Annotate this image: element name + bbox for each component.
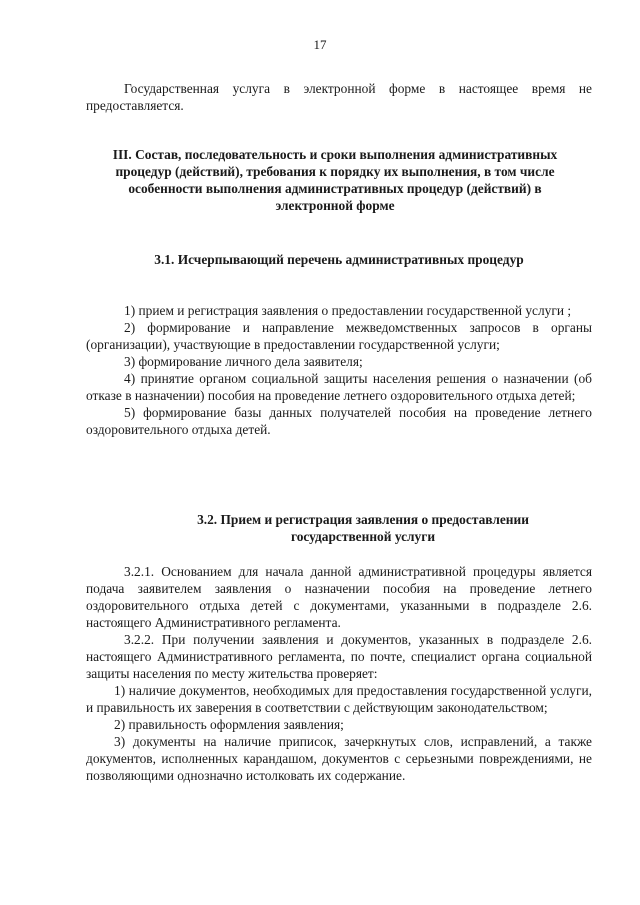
paragraph-3-2-1: 3.2.1. Основанием для начала данной административной процедуры является подача заявителем заявления о назначении пособия на проведение летнего оздоровительного отдыха детей с документами, указанными в подразделе 2.6. настоящего Административного регламента. <box>86 564 592 630</box>
section3-title: III. Состав, последовательность и сроки выполнения административных процедур (действий), требования к порядку их выполнения, в том числе особенности выполнения административных процедур (действий) в электронной форме <box>112 147 558 213</box>
list-item: 4) принятие органом социальной защиты населения решения о назначении (об отказе в назначении) пособия на проведение летнего оздоровительного отдыха детей; <box>86 371 592 403</box>
list-item: 1) наличие документов, необходимых для предоставления государственной услуги, и правильность их заверения в соответствии с действующим законодательством; <box>86 683 592 715</box>
s32-title: 3.2. Прием и регистрация заявления о предоставлении государственной услуги <box>197 512 529 544</box>
intro-text: Государственная услуга в электронной форме в настоящее время не предоставляется. <box>86 81 592 113</box>
list-item: 5) формирование базы данных получателей пособия на проведение летнего оздоровительного отдыха детей. <box>86 405 592 437</box>
s31-list <box>86 302 592 438</box>
list-item: 2) формирование и направление межведомственных запросов в органы (организации), участвующие в предоставлении государственной услуги; <box>86 320 592 352</box>
s32-body <box>86 563 592 784</box>
list-item: 3) формирование личного дела заявителя; <box>124 354 363 369</box>
section3-heading <box>110 146 560 214</box>
list-item: 2) правильность оформления заявления; <box>114 717 344 732</box>
s32-heading <box>160 511 566 545</box>
list-item: 3) документы на наличие приписок, зачеркнутых слов, исправлений, а также документов, исполненных карандашом, документов с серьезными повреждениями, не позволяющими однозначно истолковать их содержание. <box>86 734 592 783</box>
s31-heading <box>86 251 592 268</box>
intro-paragraph <box>86 80 592 114</box>
paragraph-3-2-2: 3.2.2. При получении заявления и документов, указанных в подразделе 2.6. настоящего Административного регламента, по почте, специалист органа социальной защиты населения по месту жительства проверяет: <box>86 632 592 681</box>
list-item: 1) прием и регистрация заявления о предоставлении государственной услуги ; <box>124 303 572 318</box>
page-number: 17 <box>313 37 327 52</box>
s31-title: 3.1. Исчерпывающий перечень административных процедур <box>154 252 524 267</box>
